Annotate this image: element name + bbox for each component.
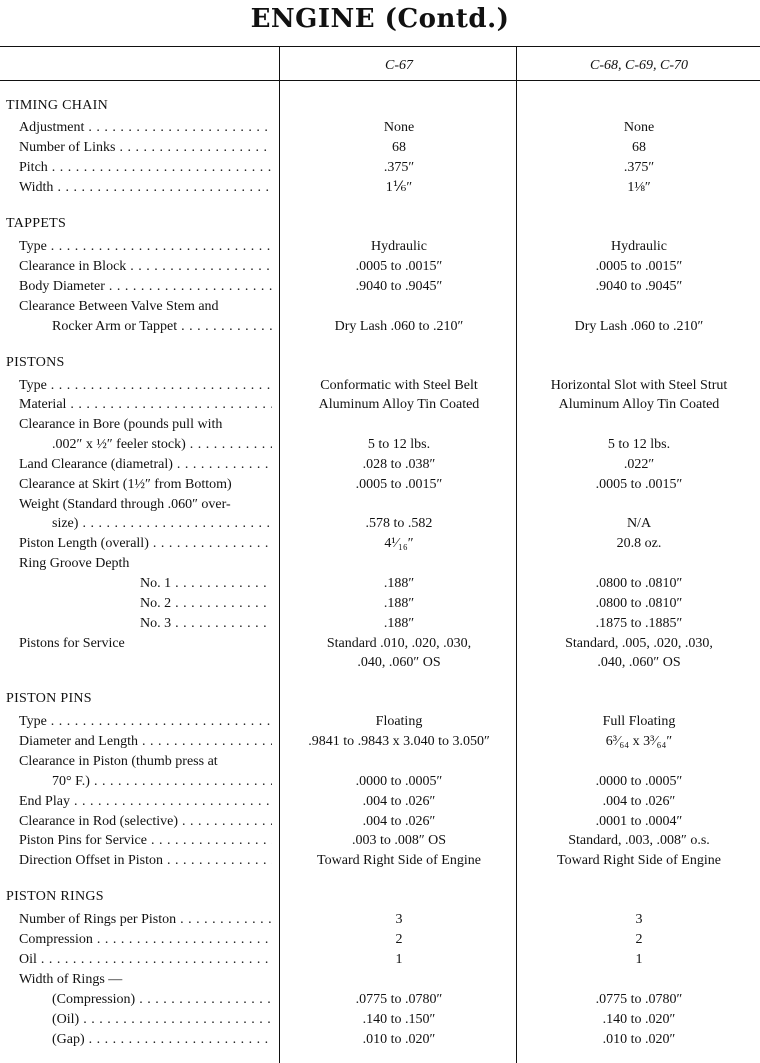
spec-label: Compression . . . <box>19 930 272 950</box>
spec-value-c67: .9841 to .9843 x 3.040 to 3.050″ <box>308 734 490 749</box>
section-heading: PISTON PINS <box>6 691 92 706</box>
spec-label: Number of Links . . . <box>19 138 272 158</box>
table-row <box>0 752 760 772</box>
table-row <box>0 732 760 752</box>
table-row <box>0 317 760 337</box>
section-heading-row <box>0 214 760 234</box>
table-row <box>0 415 760 435</box>
spec-label: Width of Rings — <box>19 972 123 987</box>
spec-label: 70° F.) . . . <box>52 772 272 792</box>
spec-value-c67: Standard .010, .020, .030, <box>326 636 472 651</box>
spec-label: Body Diameter . . . <box>19 277 272 297</box>
spec-value-c67: .004 to .026″ <box>362 814 436 829</box>
section-heading-row <box>0 353 760 373</box>
spec-value-c67: .040, .060″ OS <box>357 655 441 670</box>
spec-value-c68-c69-c70: Standard, .003, .008″ o.s. <box>568 833 710 848</box>
spec-value-c68-c69-c70: .9040 to .9045″ <box>595 279 683 294</box>
table-row <box>0 970 760 990</box>
spec-value-c67: .028 to .038″ <box>362 457 436 472</box>
section-heading-row <box>0 96 760 116</box>
spec-label: Adjustment . . . <box>19 118 272 138</box>
spec-value-c68-c69-c70: 6³⁄₆₄ x 3³⁄₆₄″ <box>605 734 673 749</box>
spec-value-c67: .578 to .582 <box>365 516 433 531</box>
spec-value-c67: 1 <box>395 952 403 967</box>
spec-value-c68-c69-c70: .0800 to .0810″ <box>595 596 683 611</box>
spec-value-c68-c69-c70: .022″ <box>623 457 655 472</box>
spec-value-c67: .0005 to .0015″ <box>355 477 443 492</box>
table-row <box>0 237 760 257</box>
spec-value-c68-c69-c70: Standard, .005, .020, .030, <box>565 636 713 651</box>
table-row <box>0 118 760 138</box>
spec-label: (Gap) . . . <box>52 1030 272 1050</box>
table-row <box>0 1010 760 1030</box>
table-row <box>0 435 760 455</box>
spec-value-c68-c69-c70: 68 <box>632 140 646 155</box>
column-header-c67: C-67 <box>385 58 413 73</box>
spec-label: (Compression) . . . <box>52 990 272 1010</box>
section-heading: PISTONS <box>6 355 65 370</box>
spec-value-c67: 2 <box>395 932 403 947</box>
spec-value-c67: Dry Lash .060 to .210″ <box>334 319 464 334</box>
spec-value-c68-c69-c70: 1⅛″ <box>627 180 651 195</box>
spec-value-c68-c69-c70: .375″ <box>623 160 655 175</box>
spec-value-c67: Floating <box>375 714 423 729</box>
table-row <box>0 772 760 792</box>
spec-value-c67: .010 to .020″ <box>362 1032 436 1047</box>
spec-value-c68-c69-c70: 2 <box>635 932 643 947</box>
spec-label: (Oil) . . . <box>52 1010 272 1030</box>
spec-value-c67: .375″ <box>383 160 415 175</box>
table-row <box>0 257 760 277</box>
section-heading: PISTON RINGS <box>6 889 104 904</box>
table-row <box>0 574 760 594</box>
table-row <box>0 554 760 574</box>
spec-value-c67: .0775 to .0780″ <box>355 992 443 1007</box>
spec-label: End Play . . . <box>19 792 272 812</box>
table-row <box>0 812 760 832</box>
spec-label: No. 2 . . . <box>140 594 272 614</box>
spec-label: Clearance Between Valve Stem and <box>19 299 219 314</box>
spec-value-c67: 1⅙″ <box>385 180 413 195</box>
spec-value-c68-c69-c70: .0005 to .0015″ <box>595 259 683 274</box>
spec-value-c67: .0005 to .0015″ <box>355 259 443 274</box>
section-heading-row <box>0 689 760 709</box>
spec-value-c67: 4¹⁄₁₆″ <box>384 536 414 551</box>
spec-label: Oil . . . <box>19 950 272 970</box>
table-row <box>0 277 760 297</box>
spec-label: Type . . . <box>19 376 272 396</box>
table-row <box>0 634 760 654</box>
spec-value-c67: .004 to .026″ <box>362 794 436 809</box>
table-row <box>0 158 760 178</box>
table-row <box>0 395 760 415</box>
spec-value-c67: .188″ <box>383 616 415 631</box>
spec-label: Weight (Standard through .060″ over- <box>19 497 231 512</box>
spec-value-c68-c69-c70: .140 to .020″ <box>602 1012 676 1027</box>
spec-value-c67: .9040 to .9045″ <box>355 279 443 294</box>
table-row <box>0 297 760 317</box>
spec-value-c68-c69-c70: 5 to 12 lbs. <box>607 437 671 452</box>
spec-value-c68-c69-c70: Dry Lash .060 to .210″ <box>574 319 704 334</box>
spec-label: size) . . . <box>52 514 272 534</box>
spec-label: Number of Rings per Piston . . . <box>19 910 272 930</box>
table-row <box>0 534 760 554</box>
spec-label: Clearance in Rod (selective) . . . <box>19 812 272 832</box>
table-row <box>0 712 760 732</box>
spec-value-c67: 3 <box>395 912 403 927</box>
spec-value-c67: .188″ <box>383 576 415 591</box>
table-row <box>0 138 760 158</box>
spec-value-c68-c69-c70: 3 <box>635 912 643 927</box>
table-row <box>0 1030 760 1050</box>
table-row <box>0 475 760 495</box>
page-title: ENGINE (Contd.) <box>250 4 510 34</box>
spec-label: Land Clearance (diametral) . . . <box>19 455 272 475</box>
table-row <box>0 950 760 970</box>
spec-label: Material . . . <box>19 395 272 415</box>
section-heading: TAPPETS <box>6 216 67 231</box>
table-row <box>0 455 760 475</box>
spec-value-c68-c69-c70: 1 <box>635 952 643 967</box>
spec-value-c67: Toward Right Side of Engine <box>317 853 481 868</box>
spec-label: No. 3 . . . <box>140 614 272 634</box>
column-header-c68-c69-c70: C-68, C-69, C-70 <box>590 58 688 73</box>
spec-label: Type . . . <box>19 712 272 732</box>
spec-label: Pistons for Service <box>19 636 125 651</box>
spec-value-c67: .188″ <box>383 596 415 611</box>
table-row <box>0 910 760 930</box>
spec-value-c67: Conformatic with Steel Belt <box>320 378 478 393</box>
spec-value-c67: 5 to 12 lbs. <box>367 437 431 452</box>
table-row <box>0 990 760 1010</box>
spec-label: Clearance at Skirt (1½″ from Bottom) <box>19 477 232 492</box>
spec-value-c67: 68 <box>392 140 406 155</box>
table-row <box>0 851 760 871</box>
spec-value-c67: Hydraulic <box>371 239 427 254</box>
table-row <box>0 653 760 673</box>
spec-value-c68-c69-c70: .0775 to .0780″ <box>595 992 683 1007</box>
spec-value-c68-c69-c70: N/A <box>626 516 652 531</box>
spec-value-c67: Aluminum Alloy Tin Coated <box>318 397 480 412</box>
spec-label: Width . . . <box>19 178 272 198</box>
spec-value-c68-c69-c70: 20.8 oz. <box>616 536 662 551</box>
spec-label: Direction Offset in Piston . . . <box>19 851 272 871</box>
spec-label: Clearance in Piston (thumb press at <box>19 754 218 769</box>
spec-value-c68-c69-c70: .004 to .026″ <box>602 794 676 809</box>
table-row <box>0 831 760 851</box>
spec-value-c68-c69-c70: .0800 to .0810″ <box>595 576 683 591</box>
table-row <box>0 376 760 396</box>
spec-value-c67: None <box>383 120 415 135</box>
spec-value-c67: .140 to .150″ <box>362 1012 436 1027</box>
spec-value-c68-c69-c70: Toward Right Side of Engine <box>557 853 721 868</box>
spec-value-c68-c69-c70: Hydraulic <box>611 239 667 254</box>
spec-value-c67: .003 to .008″ OS <box>351 833 447 848</box>
spec-label: Ring Groove Depth <box>19 556 130 571</box>
table-row <box>0 792 760 812</box>
spec-value-c67: .0000 to .0005″ <box>355 774 443 789</box>
spec-value-c68-c69-c70: .0001 to .0004″ <box>595 814 683 829</box>
spec-label: Pitch . . . <box>19 158 272 178</box>
spec-label: No. 1 . . . <box>140 574 272 594</box>
spec-label: Piston Pins for Service . . . <box>19 831 272 851</box>
spec-label: Piston Length (overall) . . . <box>19 534 272 554</box>
spec-value-c68-c69-c70: .040, .060″ OS <box>597 655 681 670</box>
spec-label: Rocker Arm or Tappet . . . <box>52 317 272 337</box>
table-row <box>0 930 760 950</box>
spec-value-c68-c69-c70: .1875 to .1885″ <box>595 616 683 631</box>
spec-label: Clearance in Bore (pounds pull with <box>19 417 223 432</box>
table-row <box>0 495 760 515</box>
spec-label: Type . . . <box>19 237 272 257</box>
spec-value-c68-c69-c70: Aluminum Alloy Tin Coated <box>558 397 720 412</box>
section-heading-row <box>0 887 760 907</box>
spec-value-c68-c69-c70: None <box>623 120 655 135</box>
spec-value-c68-c69-c70: Full Floating <box>602 714 676 729</box>
spec-label: Clearance in Block . . . <box>19 257 272 277</box>
spec-label: .002″ x ½″ feeler stock) . . . <box>52 435 272 455</box>
section-heading: TIMING CHAIN <box>6 98 108 113</box>
table-row <box>0 178 760 198</box>
spec-value-c68-c69-c70: Horizontal Slot with Steel Strut <box>550 378 728 393</box>
table-row <box>0 614 760 634</box>
spec-value-c68-c69-c70: .010 to .020″ <box>602 1032 676 1047</box>
table-row <box>0 594 760 614</box>
spec-label: Diameter and Length . . . <box>19 732 272 752</box>
spec-value-c68-c69-c70: .0000 to .0005″ <box>595 774 683 789</box>
table-row <box>0 514 760 534</box>
spec-value-c68-c69-c70: .0005 to .0015″ <box>595 477 683 492</box>
